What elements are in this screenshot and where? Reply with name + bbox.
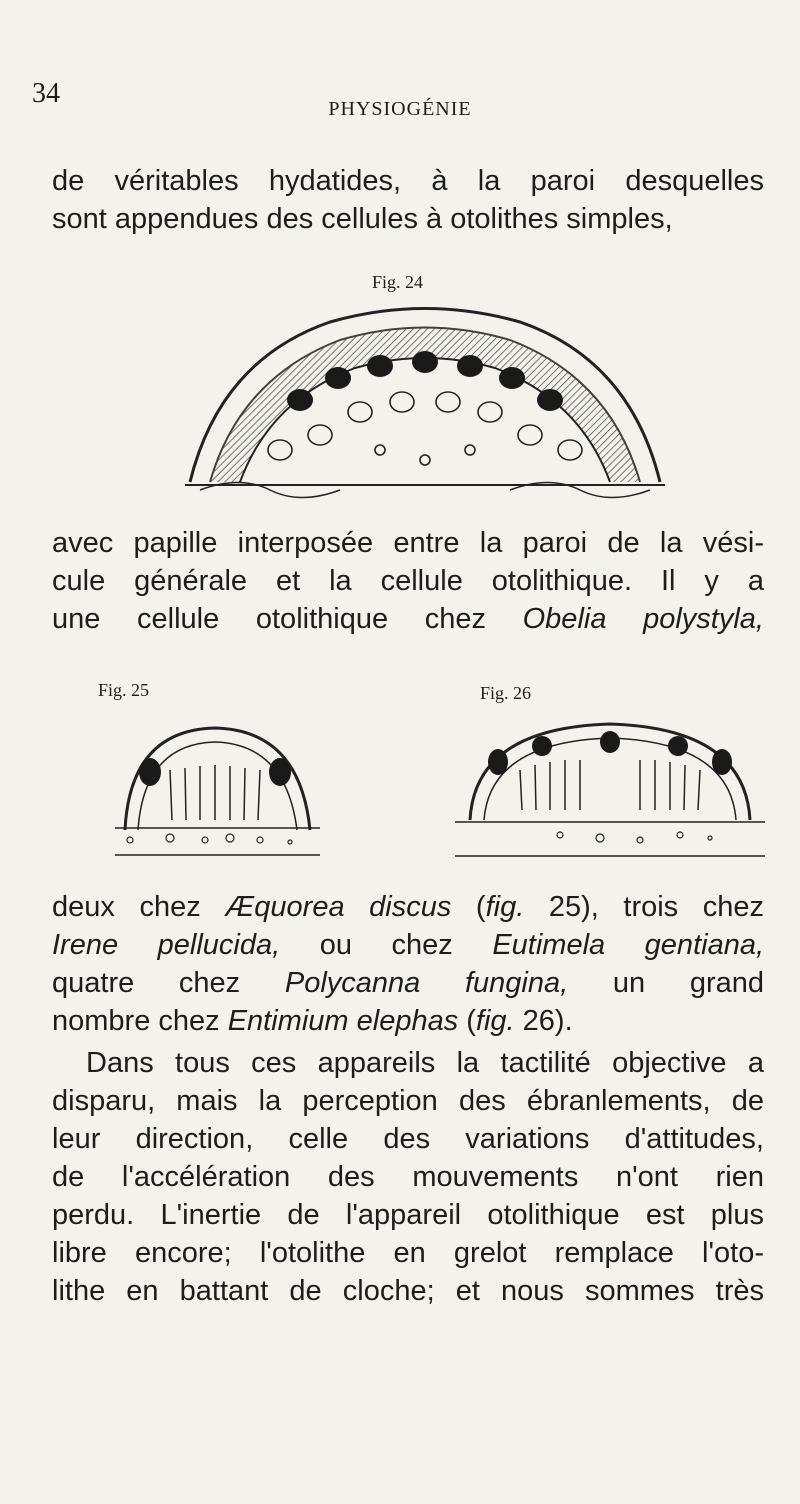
text-line: avec papille interposée entre la paroi de la vési- bbox=[52, 527, 764, 559]
text-line bbox=[52, 888, 764, 926]
figure-25-illustration bbox=[110, 710, 325, 860]
text-line: leur direction, celle des variations d'attitudes, bbox=[52, 1123, 764, 1155]
text-line: libre encore; l'otolithe en grelot remplace l'oto- bbox=[52, 1237, 764, 1269]
paragraph-4 bbox=[52, 1044, 764, 1310]
text-run: un grand bbox=[568, 967, 765, 999]
figure-25-caption: Fig. 25 bbox=[98, 680, 150, 700]
text-line: perdu. L'inertie de l'appareil otolithique est plus bbox=[52, 1199, 764, 1231]
text-line: de l'accélération des mouvements n'ont rien bbox=[52, 1161, 764, 1193]
text-run: nombre chez bbox=[52, 1005, 228, 1037]
text-line: cule générale et la cellule otolithique. Il y a bbox=[52, 565, 764, 597]
running-head: PHYSIOGÉNIE bbox=[328, 98, 472, 120]
species-name: Obelia polystyla, bbox=[522, 603, 764, 635]
text-line: Dans tous ces appareils la tactilité objective a bbox=[86, 1047, 764, 1079]
figure-24-illustration bbox=[180, 300, 670, 500]
text-run: deux chez bbox=[52, 891, 226, 923]
text-line: lithe en battant de cloche; et nous sommes très bbox=[52, 1275, 764, 1307]
page-number: 34 bbox=[32, 78, 60, 109]
species-name: Polycanna fungina, bbox=[284, 967, 569, 999]
text-line bbox=[52, 964, 764, 1002]
text-line bbox=[52, 926, 764, 964]
text-line bbox=[52, 1002, 764, 1040]
paragraph-1 bbox=[52, 162, 764, 238]
text-line bbox=[52, 600, 764, 638]
figure-26-caption: Fig. 26 bbox=[480, 683, 532, 703]
text-line: disparu, mais la perception des ébranlements, de bbox=[52, 1085, 764, 1117]
figure-26-illustration bbox=[450, 710, 770, 860]
text-run: une cellule otolithique chez bbox=[52, 603, 523, 635]
text-run: quatre chez bbox=[52, 967, 285, 999]
species-name: Eutimela gentiana, bbox=[492, 929, 765, 961]
text-run: 25), trois chez bbox=[524, 891, 764, 923]
text-run: ou chez bbox=[280, 929, 493, 961]
text-run: 26). bbox=[514, 1005, 573, 1037]
species-name: Entimium elephas bbox=[227, 1005, 459, 1037]
text-line: sont appendues des cellules à otolithes simples, bbox=[52, 203, 673, 235]
fig-ref: fig. bbox=[475, 1005, 515, 1037]
figure-24-caption: Fig. 24 bbox=[372, 272, 424, 292]
paragraph-2 bbox=[52, 524, 764, 638]
fig-ref: fig. bbox=[485, 891, 525, 923]
text-run: ( bbox=[451, 891, 486, 923]
paragraph-3 bbox=[52, 888, 764, 1040]
species-name: Irene pellucida, bbox=[52, 929, 281, 961]
text-run: ( bbox=[458, 1005, 476, 1037]
text-line: de véritables hydatides, à la paroi desquelles bbox=[52, 165, 764, 197]
species-name: Æquorea discus bbox=[225, 891, 452, 923]
